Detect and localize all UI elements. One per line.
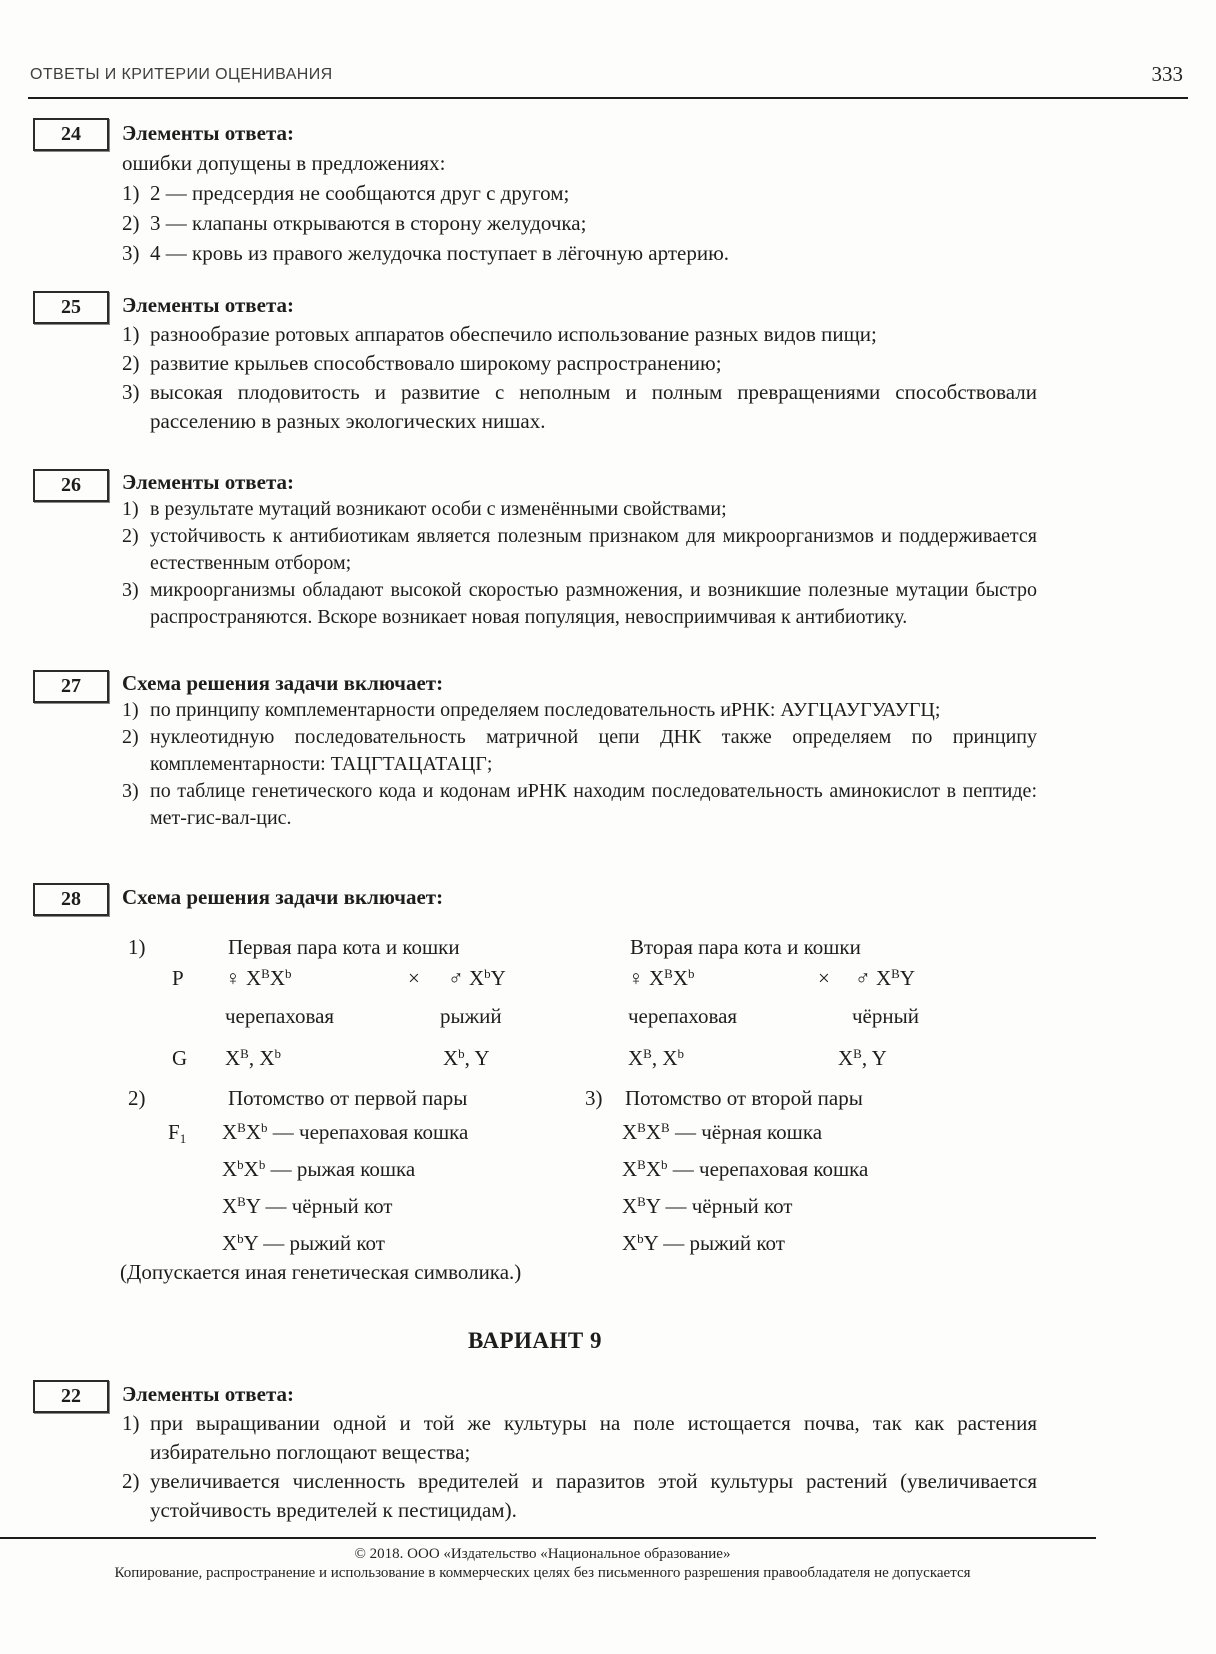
block-heading: Элементы ответа: [122, 1382, 295, 1406]
task-number-box [33, 883, 109, 916]
scheme-right-male-phenotype: чёрный [852, 1004, 919, 1028]
answer-item [122, 320, 1037, 349]
scheme-left-title: Первая пара кота и кошки [228, 935, 460, 959]
scheme-right-offspring-row: $X^BX^b$ — черепаховая кошка [622, 1157, 869, 1181]
task-number-box [33, 118, 109, 151]
scheme-right-p-female: ♀ $X^BX^b$ [628, 966, 695, 990]
answer-item [122, 778, 1037, 832]
answer-block-27 [33, 670, 1037, 832]
item-marker: 3) [122, 780, 139, 802]
answer-item [122, 208, 1037, 238]
item-marker: 1) [122, 181, 140, 205]
task-number: 27 [61, 675, 81, 697]
scheme-right-g-female: $X^B$, $X^b$ [628, 1046, 685, 1070]
item-text: микроорганизмы обладают высокой скоростью размножения, и возникшие полезные мутации быстро распространяются. Вскоре возникает новая популяция, невосприимчивая к антибиотику. [150, 579, 1037, 628]
scheme-right-g-male: $X^B$, Y [838, 1046, 887, 1070]
item-marker: 1) [122, 1411, 140, 1435]
scheme-p-label: P [172, 966, 184, 990]
item-text: высокая плодовитость и развитие с неполным и полным превращениями способствовали расселению в разных экологических нишах. [150, 380, 1037, 433]
task-number: 26 [61, 474, 81, 496]
scheme-right-offspring-title: Потомство от второй пары [625, 1086, 863, 1110]
item-text: нуклеотидную последовательность матричной цепи ДНК также определяем по принципу комплементарности: ТАЦГТАЦАТАЦГ; [150, 726, 1037, 775]
scheme-left-male-phenotype: рыжий [440, 1004, 502, 1028]
item-marker: 2) [122, 525, 139, 547]
header-rule [28, 97, 1188, 99]
item-text: при выращивании одной и той же культуры на поле истощается почва, так как растения избирательно поглощают вещества; [150, 1411, 1037, 1464]
scheme-g-label: G [172, 1046, 188, 1070]
answer-block-28 [33, 883, 1037, 916]
scheme-right-offspring-row: $X^BX^B$ — чёрная кошка [622, 1120, 823, 1144]
task-number-box [33, 291, 109, 324]
answer-block-22 [33, 1380, 1037, 1525]
item-text: в результате мутаций возникают особи с изменёнными свойствами; [150, 498, 727, 520]
copyright-notice: Копирование, распространение и использование в коммерческих целях без письменного разрешения правообладателя не допускается [114, 1565, 971, 1581]
copyright-line: © 2018. ООО «Издательство «Национальное образование» [354, 1546, 731, 1562]
item-marker: 1) [122, 699, 139, 721]
item-text: устойчивость к антибиотикам является полезным признаком для микроорганизмов и поддерживается естественным отбором; [150, 525, 1037, 574]
answer-item [122, 496, 1037, 523]
task-number-box [33, 1380, 109, 1413]
scheme-left-p-male: ♂ $X^bY$ [448, 966, 506, 990]
task-number: 25 [61, 296, 81, 318]
scheme-f1-label: $F_1$ [168, 1120, 187, 1146]
item-text: 3 — клапаны открываются в сторону желудочка; [150, 211, 587, 235]
task-number-box [33, 469, 109, 502]
item-marker: 2) [122, 211, 140, 235]
answer-block-26 [33, 469, 1037, 631]
scheme-note: (Допускается иная генетическая символика.) [120, 1260, 522, 1284]
scheme-left-cross: × [408, 966, 420, 990]
answer-item [122, 1467, 1037, 1525]
scheme-right-title: Вторая пара кота и кошки [630, 935, 861, 959]
answer-intro: ошибки допущены в предложениях: [122, 151, 446, 175]
item-marker: 3) [122, 579, 139, 601]
scheme-right-p-male: ♂ $X^BY$ [855, 966, 916, 990]
scheme-left-p-female: ♀ $X^BX^b$ [225, 966, 292, 990]
answer-block-24 [33, 118, 1037, 268]
scheme-right-cross: × [818, 966, 830, 990]
answer-item [122, 1409, 1037, 1467]
item-marker: 3) [122, 380, 140, 404]
block-heading: Элементы ответа: [122, 470, 295, 494]
variant-heading: ВАРИАНТ 9 [467, 1328, 603, 1353]
answer-item [122, 724, 1037, 778]
scheme-left-offspring-marker: 2) [128, 1086, 146, 1110]
item-marker: 2) [122, 1469, 140, 1493]
scheme-right-female-phenotype: черепаховая [628, 1004, 738, 1028]
scheme-right-offspring-row: $X^BY$ — чёрный кот [622, 1194, 793, 1218]
item-text: увеличивается численность вредителей и паразитов этой культуры растений (увеличивается устойчивость вредителей к пестицидам). [150, 1469, 1037, 1522]
item-text: по принципу комплементарности определяем последовательность иРНК: АУГЦАУГУАУГЦ; [150, 699, 941, 721]
item-marker: 1) [122, 322, 140, 346]
task-number: 28 [61, 888, 81, 910]
answer-item [122, 523, 1037, 577]
answer-item [122, 697, 1037, 724]
scheme-left-offspring-row: $X^BX^b$ — черепаховая кошка [222, 1120, 469, 1144]
scheme-left-offspring-row: $X^bY$ — рыжий кот [222, 1231, 385, 1255]
item-text: развитие крыльев способствовало широкому распространению; [150, 351, 722, 375]
running-header-title: ОТВЕТЫ И КРИТЕРИИ ОЦЕНИВАНИЯ [30, 66, 333, 83]
scheme-right-offspring-marker: 3) [585, 1086, 603, 1110]
item-text: 4 — кровь из правого желудочка поступает в лёгочную артерию. [150, 241, 730, 265]
item-marker: 2) [122, 726, 139, 748]
task-number: 24 [61, 123, 81, 145]
scheme-left-female-phenotype: черепаховая [225, 1004, 335, 1028]
item-text: по таблице генетического кода и кодонам иРНК находим последовательность аминокислот в пептиде: мет-гис-вал-цис. [150, 780, 1037, 829]
scheme-left-g-male: $X^b$, Y [443, 1046, 490, 1070]
scheme-left-offspring-title: Потомство от первой пары [228, 1086, 468, 1110]
scheme-left-g-female: $X^B$, $X^b$ [225, 1046, 282, 1070]
footer-rule [0, 1537, 1096, 1539]
answer-item [122, 378, 1037, 436]
scheme-left-offspring-row: $X^BY$ — чёрный кот [222, 1194, 393, 1218]
block-heading: Элементы ответа: [122, 121, 295, 145]
answer-item [122, 577, 1037, 631]
scheme-row1-marker: 1) [128, 935, 146, 959]
item-marker: 2) [122, 351, 140, 375]
item-text: 2 — предсердия не сообщаются друг с другом; [150, 181, 570, 205]
task-number: 22 [61, 1385, 81, 1407]
page-number: 333 [1151, 62, 1183, 86]
item-marker: 3) [122, 241, 140, 265]
block-heading: Схема решения задачи включает: [122, 885, 444, 909]
scheme-left-offspring-row: $X^bX^b$ — рыжая кошка [222, 1157, 416, 1181]
answer-block-25 [33, 291, 1037, 436]
item-text: разнообразие ротовых аппаратов обеспечило использование разных видов пищи; [150, 322, 877, 346]
task-number-box [33, 670, 109, 703]
answer-item [122, 178, 1037, 208]
block-heading: Схема решения задачи включает: [122, 671, 444, 695]
answer-item [122, 238, 1037, 268]
block-heading: Элементы ответа: [122, 293, 295, 317]
scheme-right-offspring-row: $X^bY$ — рыжий кот [622, 1231, 785, 1255]
item-marker: 1) [122, 498, 139, 520]
answer-item [122, 349, 1037, 378]
